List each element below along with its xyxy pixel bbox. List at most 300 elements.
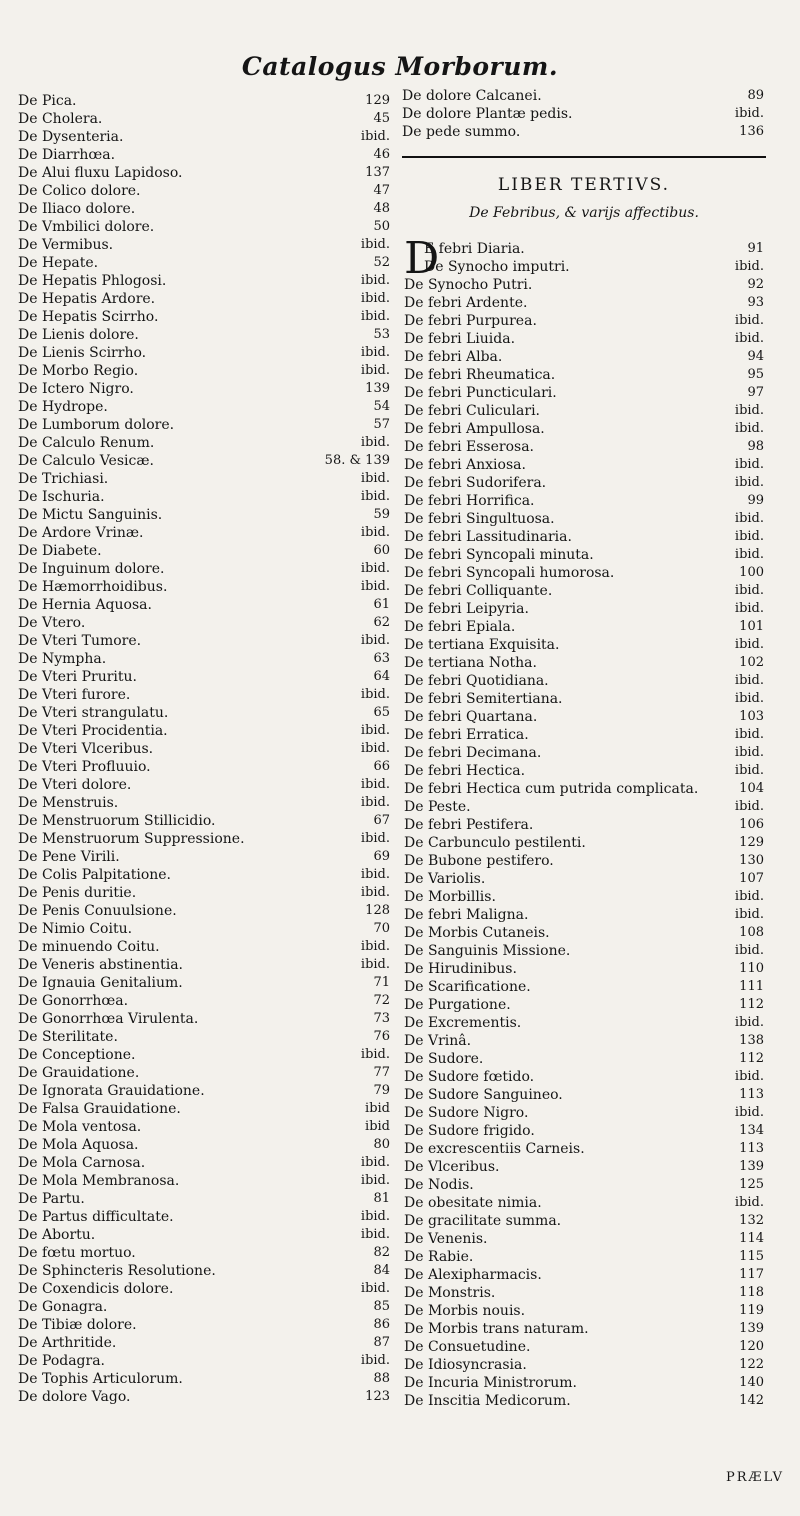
entry-title: De Mola Aquosa. xyxy=(18,1137,139,1153)
entry-page-number: 79 xyxy=(373,1083,390,1098)
entry-title: De Tibiæ dolore. xyxy=(18,1317,137,1333)
index-entry xyxy=(18,668,390,686)
entry-title: De Vteri Pruritu. xyxy=(18,669,137,685)
index-entry xyxy=(18,1208,390,1226)
index-entry xyxy=(18,92,390,110)
entry-page-number: 63 xyxy=(373,651,390,666)
index-entry xyxy=(404,1158,764,1176)
entry-page-number: 115 xyxy=(739,1249,764,1264)
index-entry xyxy=(404,348,764,366)
entry-page-number: 61 xyxy=(373,597,390,612)
entry-page-number: 103 xyxy=(739,709,764,724)
entry-title: De febri Erratica. xyxy=(404,727,529,743)
entry-title: De Grauidatione. xyxy=(18,1065,140,1081)
entry-page-number: ibid. xyxy=(360,273,390,288)
index-entry xyxy=(18,398,390,416)
entry-title: De febri Singultuosa. xyxy=(404,511,555,527)
index-entry xyxy=(404,1068,764,1086)
entry-page-number: 50 xyxy=(373,219,390,234)
entry-page-number: ibid. xyxy=(734,1195,764,1210)
entry-title: De obesitate nimia. xyxy=(404,1195,542,1211)
entry-page-number: ibid. xyxy=(734,727,764,742)
index-entry xyxy=(404,582,764,600)
index-entry xyxy=(404,834,764,852)
index-entry xyxy=(404,906,764,924)
entry-page-number: 64 xyxy=(373,669,390,684)
entry-page-number: 102 xyxy=(739,655,764,670)
entry-page-number: 137 xyxy=(365,165,390,180)
index-entry xyxy=(404,1032,764,1050)
index-entry xyxy=(404,1392,764,1410)
index-entry xyxy=(404,888,764,906)
entry-title: De Inscitia Medicorum. xyxy=(404,1393,571,1409)
entry-page-number: 97 xyxy=(747,385,764,400)
entry-page-number: 69 xyxy=(373,849,390,864)
entry-page-number: 53 xyxy=(373,327,390,342)
index-entry xyxy=(18,794,390,812)
entry-title: De Vteri dolore. xyxy=(18,777,132,793)
entry-page-number: ibid. xyxy=(360,345,390,360)
index-entry xyxy=(404,1320,764,1338)
entry-title: De Mictu Sanguinis. xyxy=(18,507,163,523)
entry-page-number: 114 xyxy=(739,1231,764,1246)
entry-page-number: 58. & 139 xyxy=(324,453,390,468)
index-entry xyxy=(18,596,390,614)
index-entry xyxy=(18,938,390,956)
entry-page-number: 104 xyxy=(739,781,764,796)
entry-page-number: ibid. xyxy=(734,1105,764,1120)
entry-title: De Synocho imputri. xyxy=(424,259,570,275)
entry-page-number: 129 xyxy=(365,93,390,108)
entry-page-number: ibid. xyxy=(360,723,390,738)
index-entry xyxy=(18,182,390,200)
index-entry xyxy=(18,362,390,380)
index-entry xyxy=(404,420,764,438)
index-entry xyxy=(18,866,390,884)
entry-title: De Inguinum dolore. xyxy=(18,561,165,577)
entry-page-number: ibid. xyxy=(734,457,764,472)
index-entry xyxy=(18,1082,390,1100)
entry-page-number: ibid. xyxy=(734,259,764,274)
entry-page-number: 86 xyxy=(373,1317,390,1332)
entry-page-number: ibid. xyxy=(734,547,764,562)
entry-title: De Mola Carnosa. xyxy=(18,1155,146,1171)
entry-page-number: 128 xyxy=(365,903,390,918)
index-entry xyxy=(18,614,390,632)
entry-title: De Ignauia Genitalium. xyxy=(18,975,183,991)
entry-page-number: ibid. xyxy=(734,637,764,652)
entry-title: De dolore Calcanei. xyxy=(402,88,542,104)
entry-page-number: 117 xyxy=(739,1267,764,1282)
entry-title: De Hepatis Ardore. xyxy=(18,291,156,307)
entry-title: De febri Maligna. xyxy=(404,907,529,923)
index-entry xyxy=(18,524,390,542)
entry-page-number: 140 xyxy=(739,1375,764,1390)
entry-title: De febri Hectica. xyxy=(404,763,526,779)
index-entry xyxy=(404,1086,764,1104)
entry-title: De Coxendicis dolore. xyxy=(18,1281,174,1297)
entry-title: De febri Culiculari. xyxy=(404,403,540,419)
entry-title: De Menstruorum Stillicidio. xyxy=(18,813,216,829)
index-entry xyxy=(404,564,764,582)
index-entry xyxy=(404,1176,764,1194)
entry-title: De Ischuria. xyxy=(18,489,105,505)
index-entry xyxy=(18,236,390,254)
entry-title: De Vmbilici dolore. xyxy=(18,219,155,235)
entry-title: De Gonorrhœa. xyxy=(18,993,129,1009)
entry-page-number: 52 xyxy=(373,255,390,270)
entry-page-number: 110 xyxy=(739,961,764,976)
entry-page-number: 129 xyxy=(739,835,764,850)
entry-title: De Sudore Sanguineo. xyxy=(404,1087,563,1103)
index-entry xyxy=(18,1226,390,1244)
entry-page-number: ibid. xyxy=(360,633,390,648)
entry-title: De Lienis Scirrho. xyxy=(18,345,147,361)
entry-page-number: 89 xyxy=(747,88,764,103)
entry-page-number: 122 xyxy=(739,1357,764,1372)
entry-page-number: 82 xyxy=(373,1245,390,1260)
entry-title: De Conceptione. xyxy=(18,1047,136,1063)
entry-page-number: 112 xyxy=(739,1051,764,1066)
index-entry xyxy=(18,848,390,866)
entry-title: De Vteri Tumore. xyxy=(18,633,142,649)
entry-title: De febri Leipyria. xyxy=(404,601,529,617)
entry-title: De Penis Conuulsione. xyxy=(18,903,177,919)
entry-page-number: 119 xyxy=(739,1303,764,1318)
entry-page-number: ibid. xyxy=(734,475,764,490)
entry-title: De febri Alba. xyxy=(404,349,503,365)
entry-title: De febri Liuida. xyxy=(404,331,516,347)
index-entry xyxy=(404,258,764,276)
entry-page-number: 118 xyxy=(739,1285,764,1300)
entry-page-number: 106 xyxy=(739,817,764,832)
entry-page-number: 113 xyxy=(739,1087,764,1102)
index-entry xyxy=(18,434,390,452)
entry-title: De Tophis Articulorum. xyxy=(18,1371,183,1387)
entry-title: De Nympha. xyxy=(18,651,107,667)
index-entry xyxy=(404,726,764,744)
entry-page-number: 120 xyxy=(739,1339,764,1354)
index-entry xyxy=(18,758,390,776)
index-entry xyxy=(18,254,390,272)
entry-page-number: ibid. xyxy=(734,763,764,778)
entry-title: De Menstruis. xyxy=(18,795,119,811)
index-entry xyxy=(18,902,390,920)
index-entry xyxy=(18,1352,390,1370)
entry-page-number: 125 xyxy=(739,1177,764,1192)
index-entry xyxy=(404,1014,764,1032)
index-entry xyxy=(18,956,390,974)
entry-title: De febri Syncopali minuta. xyxy=(404,547,594,563)
entry-title: De Hernia Aquosa. xyxy=(18,597,152,613)
entry-title: De Vermibus. xyxy=(18,237,114,253)
entry-page-number: 88 xyxy=(373,1371,390,1386)
entry-page-number: 66 xyxy=(373,759,390,774)
index-entry xyxy=(404,1050,764,1068)
entry-page-number: ibid. xyxy=(734,583,764,598)
entry-page-number: ibid. xyxy=(734,745,764,760)
entry-title: De febri Decimana. xyxy=(404,745,542,761)
entry-page-number: 85 xyxy=(373,1299,390,1314)
index-entry xyxy=(404,672,764,690)
entry-page-number: ibid xyxy=(365,1119,390,1134)
entry-title: De Ardore Vrinæ. xyxy=(18,525,144,541)
entry-title: De Sanguinis Missione. xyxy=(404,943,571,959)
entry-title: De febri Sudorifera. xyxy=(404,475,547,491)
index-entry xyxy=(404,1104,764,1122)
entry-page-number: 138 xyxy=(739,1033,764,1048)
entry-title: De dolore Vago. xyxy=(18,1389,131,1405)
index-entry xyxy=(18,1298,390,1316)
entry-page-number: ibid. xyxy=(360,1353,390,1368)
index-entry xyxy=(404,1338,764,1356)
entry-title: De Vtero. xyxy=(18,615,86,631)
entry-title: De Synocho Putri. xyxy=(404,277,533,293)
index-entry xyxy=(18,416,390,434)
entry-title: De Hæmorrhoidibus. xyxy=(18,579,168,595)
index-entry xyxy=(404,1284,764,1302)
entry-page-number: 76 xyxy=(373,1029,390,1044)
index-entry xyxy=(404,996,764,1014)
entry-page-number: 47 xyxy=(373,183,390,198)
entry-title: De pede summo. xyxy=(402,124,521,140)
entry-page-number: ibid. xyxy=(734,601,764,616)
entry-title: De Sudore fœtido. xyxy=(404,1069,535,1085)
index-entry xyxy=(18,1316,390,1334)
index-entry xyxy=(404,546,764,564)
index-entry xyxy=(404,780,764,798)
entry-title: De Hepate. xyxy=(18,255,99,271)
index-entry xyxy=(404,816,764,834)
index-entry xyxy=(18,722,390,740)
index-entry xyxy=(18,974,390,992)
entry-page-number: 112 xyxy=(739,997,764,1012)
entry-title: De Pene Virili. xyxy=(18,849,120,865)
entry-title: De Variolis. xyxy=(404,871,486,887)
entry-title: De Alexipharmacis. xyxy=(404,1267,542,1283)
entry-title: De Gonagra. xyxy=(18,1299,108,1315)
entry-title: De Podagra. xyxy=(18,1353,106,1369)
index-entry xyxy=(404,438,764,456)
entry-title: De gracilitate summa. xyxy=(404,1213,562,1229)
index-entry xyxy=(18,146,390,164)
entry-title: De Morbis trans naturam. xyxy=(404,1321,589,1337)
entry-page-number: ibid. xyxy=(734,313,764,328)
entry-title: E febri Diaria. xyxy=(424,241,525,257)
entry-title: De Penis duritie. xyxy=(18,885,137,901)
entry-title: De Lumborum dolore. xyxy=(18,417,175,433)
entry-page-number: ibid. xyxy=(360,129,390,144)
index-entry xyxy=(18,884,390,902)
entry-page-number: 73 xyxy=(373,1011,390,1026)
entry-page-number: ibid. xyxy=(734,907,764,922)
entry-title: De Incuria Ministrorum. xyxy=(404,1375,578,1391)
entry-title: De Peste. xyxy=(404,799,471,815)
index-entry xyxy=(404,942,764,960)
index-entry xyxy=(404,510,764,528)
index-entry xyxy=(18,308,390,326)
index-entry xyxy=(18,1136,390,1154)
index-entry xyxy=(18,1388,390,1406)
entry-title: De excrescentiis Carneis. xyxy=(404,1141,585,1157)
entry-title: De Alui fluxu Lapidoso. xyxy=(18,165,183,181)
index-entry xyxy=(18,1172,390,1190)
entry-page-number: 84 xyxy=(373,1263,390,1278)
entry-page-number: ibid. xyxy=(360,1173,390,1188)
entry-page-number: 60 xyxy=(373,543,390,558)
entry-page-number: ibid. xyxy=(734,403,764,418)
index-entry xyxy=(18,1064,390,1082)
entry-page-number: 111 xyxy=(739,979,764,994)
index-entry xyxy=(404,312,764,330)
entry-page-number: ibid. xyxy=(360,435,390,450)
index-entry xyxy=(18,740,390,758)
index-entry xyxy=(18,1118,390,1136)
index-entry xyxy=(18,1370,390,1388)
index-entry xyxy=(404,1266,764,1284)
entry-title: De Cholera. xyxy=(18,111,103,127)
entry-page-number: 113 xyxy=(739,1141,764,1156)
index-entry xyxy=(18,470,390,488)
index-entry xyxy=(404,654,764,672)
entry-title: De febri Quartana. xyxy=(404,709,538,725)
entry-page-number: ibid. xyxy=(360,687,390,702)
entry-page-number: 98 xyxy=(747,439,764,454)
index-entry xyxy=(404,1230,764,1248)
catchword: PRÆLV xyxy=(725,1470,784,1485)
entry-title: De Vlceribus. xyxy=(404,1159,500,1175)
entry-title: De Bubone pestifero. xyxy=(404,853,554,869)
entry-page-number: ibid. xyxy=(734,889,764,904)
entry-page-number: ibid. xyxy=(360,1281,390,1296)
entry-title: De Morbo Regio. xyxy=(18,363,139,379)
index-entry xyxy=(404,1356,764,1374)
index-entry xyxy=(402,87,764,105)
entry-title: De febri Pestifera. xyxy=(404,817,534,833)
index-entry xyxy=(404,600,764,618)
index-entry xyxy=(18,542,390,560)
index-entry xyxy=(18,920,390,938)
entry-page-number: 139 xyxy=(739,1321,764,1336)
index-entry xyxy=(18,992,390,1010)
index-entry xyxy=(18,1280,390,1298)
entry-page-number: ibid. xyxy=(734,331,764,346)
index-entry xyxy=(404,330,764,348)
entry-page-number: ibid. xyxy=(360,525,390,540)
entry-title: De febri Lassitudinaria. xyxy=(404,529,572,545)
index-entry xyxy=(404,1212,764,1230)
entry-title: De Carbunculo pestilenti. xyxy=(404,835,586,851)
entry-title: De Lienis dolore. xyxy=(18,327,139,343)
entry-title: De Ignorata Grauidatione. xyxy=(18,1083,205,1099)
entry-page-number: 72 xyxy=(373,993,390,1008)
index-entry xyxy=(18,776,390,794)
entry-title: De Arthritide. xyxy=(18,1335,117,1351)
index-entry xyxy=(404,924,764,942)
entry-title: De Iliaco dolore. xyxy=(18,201,136,217)
entry-page-number: ibid. xyxy=(360,831,390,846)
entry-title: De Nimio Coitu. xyxy=(18,921,133,937)
index-entry xyxy=(404,636,764,654)
index-entry xyxy=(404,762,764,780)
entry-title: De Vteri furore. xyxy=(18,687,131,703)
entry-page-number: ibid. xyxy=(360,1047,390,1062)
entry-page-number: 91 xyxy=(747,241,764,256)
index-entry xyxy=(18,1262,390,1280)
entry-title: De Excrementis. xyxy=(404,1015,522,1031)
entry-page-number: 95 xyxy=(747,367,764,382)
entry-page-number: 70 xyxy=(373,921,390,936)
index-entry xyxy=(404,1140,764,1158)
index-entry xyxy=(404,870,764,888)
entry-page-number: ibid. xyxy=(360,777,390,792)
index-entry xyxy=(18,344,390,362)
index-entry xyxy=(404,690,764,708)
entry-title: De Monstris. xyxy=(404,1285,496,1301)
entry-page-number: ibid. xyxy=(360,957,390,972)
index-entry xyxy=(18,704,390,722)
index-entry xyxy=(18,380,390,398)
index-entry xyxy=(18,1190,390,1208)
entry-page-number: ibid. xyxy=(734,529,764,544)
entry-title: De Mola Membranosa. xyxy=(18,1173,180,1189)
drop-cap: D xyxy=(404,233,440,284)
entry-title: De Pica. xyxy=(18,93,77,109)
entry-page-number: ibid. xyxy=(734,1015,764,1030)
entry-title: De febri Syncopali humorosa. xyxy=(404,565,615,581)
right-top-index-column xyxy=(402,87,764,141)
entry-title: De Colis Palpitatione. xyxy=(18,867,172,883)
index-entry xyxy=(18,1154,390,1172)
entry-title: De Hepatis Phlogosi. xyxy=(18,273,167,289)
entry-page-number: 65 xyxy=(373,705,390,720)
entry-title: De Partu. xyxy=(18,1191,85,1207)
entry-page-number: ibid. xyxy=(360,237,390,252)
entry-title: De Sphincteris Resolutione. xyxy=(18,1263,216,1279)
entry-page-number: 130 xyxy=(739,853,764,868)
entry-title: De tertiana Notha. xyxy=(404,655,537,671)
index-entry xyxy=(404,402,764,420)
entry-page-number: 54 xyxy=(373,399,390,414)
index-entry xyxy=(18,218,390,236)
entry-page-number: 87 xyxy=(373,1335,390,1350)
entry-title: De febri Anxiosa. xyxy=(404,457,526,473)
entry-page-number: 108 xyxy=(739,925,764,940)
index-entry xyxy=(404,384,764,402)
index-entry xyxy=(18,1100,390,1118)
entry-page-number: ibid. xyxy=(360,309,390,324)
entry-title: De Mola ventosa. xyxy=(18,1119,142,1135)
entry-page-number: ibid. xyxy=(360,741,390,756)
entry-page-number: ibid. xyxy=(360,363,390,378)
left-index-column xyxy=(18,92,390,1406)
index-entry xyxy=(404,1374,764,1392)
index-entry xyxy=(18,650,390,668)
entry-title: De febri Semitertiana. xyxy=(404,691,563,707)
section-divider xyxy=(402,156,766,158)
entry-title: De febri Horrifica. xyxy=(404,493,535,509)
entry-page-number: 139 xyxy=(739,1159,764,1174)
index-entry xyxy=(404,978,764,996)
index-entry xyxy=(404,852,764,870)
index-entry xyxy=(404,456,764,474)
entry-title: De Sudore Nigro. xyxy=(404,1105,529,1121)
index-entry xyxy=(404,276,764,294)
entry-title: De Gonorrhœa Virulenta. xyxy=(18,1011,199,1027)
entry-page-number: ibid. xyxy=(360,471,390,486)
index-entry xyxy=(18,1334,390,1352)
entry-title: De Calculo Renum. xyxy=(18,435,155,451)
